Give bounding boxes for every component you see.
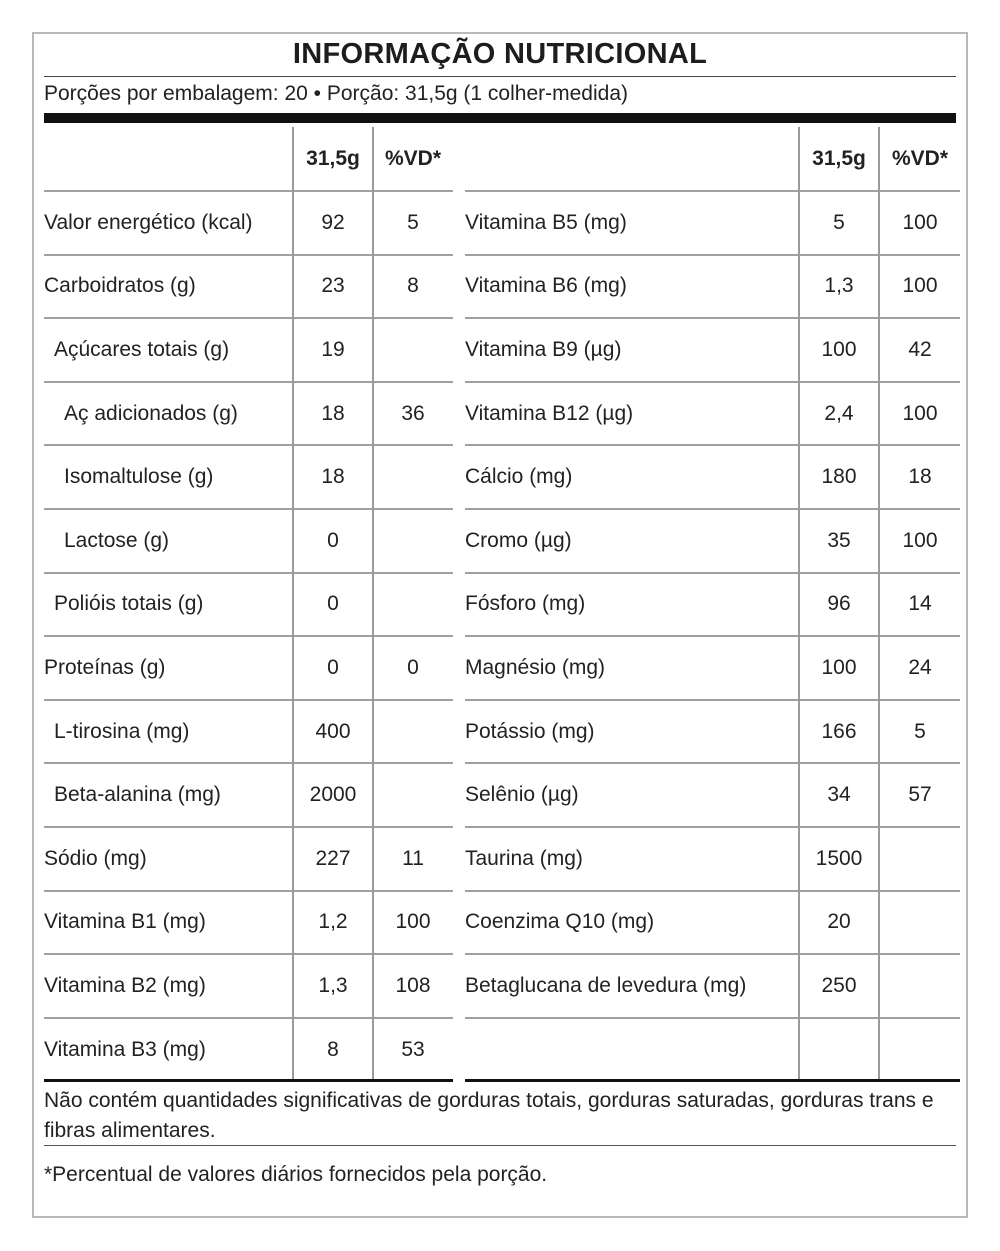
row-divider: [294, 381, 372, 383]
row-divider: [465, 190, 798, 192]
nutrient-name: Magnésio (mg): [465, 656, 606, 679]
nutrient-amount: 8: [327, 1037, 339, 1061]
row-divider: [800, 190, 878, 192]
nutrient-name: Isomaltulose (g): [64, 465, 214, 489]
nutrient-name: Sódio (mg): [44, 846, 147, 870]
row-divider: [880, 190, 960, 192]
row-divider: [44, 444, 292, 446]
row-divider: [800, 890, 878, 892]
nutrient-name: Vitamina B3 (mg): [44, 1037, 206, 1061]
row-divider: [44, 635, 292, 637]
row-divider: [880, 254, 960, 256]
row-divider: [465, 317, 798, 319]
row-divider: [800, 635, 878, 637]
row-divider: [880, 762, 960, 764]
nutrient-name: Vitamina B2 (mg): [44, 974, 206, 997]
row-divider: [374, 953, 453, 955]
row-divider: [294, 953, 372, 955]
nutrient-amount: 100: [821, 656, 857, 679]
row-divider: [44, 317, 292, 319]
nutrient-amount: 5: [833, 210, 845, 234]
row-divider: [44, 190, 292, 192]
nutrient-dv: 100: [395, 910, 431, 934]
nutrient-name: Valor energético (kcal): [44, 210, 253, 234]
row-divider: [880, 1017, 960, 1019]
nutrient-name: Cromo (µg): [465, 528, 572, 552]
row-divider: [294, 508, 372, 510]
row-divider: [800, 953, 878, 955]
row-divider: [800, 381, 878, 383]
row-divider: [44, 254, 292, 256]
header-amount: 31,5g: [812, 147, 866, 170]
row-divider: [800, 317, 878, 319]
row-divider: [800, 699, 878, 701]
bottom-divider-left: [44, 1079, 453, 1082]
row-divider: [374, 381, 453, 383]
nutrient-amount: 1500: [815, 846, 863, 870]
nutrient-amount: 34: [827, 783, 851, 807]
row-divider: [374, 572, 453, 574]
row-divider: [465, 699, 798, 701]
row-divider: [465, 572, 798, 574]
row-divider: [465, 508, 798, 510]
nutrient-amount: 400: [315, 719, 351, 743]
nutrient-name: Polióis totais (g): [54, 592, 204, 616]
nutrient-dv: 100: [902, 210, 938, 234]
row-divider: [294, 190, 372, 192]
nutrient-name: Selênio (µg): [465, 783, 579, 807]
row-divider: [465, 254, 798, 256]
row-divider: [294, 890, 372, 892]
nutrient-name: Betaglucana de levedura (mg): [465, 974, 747, 997]
row-divider: [800, 254, 878, 256]
nutrient-name: Vitamina B9 (µg): [465, 338, 622, 361]
nutrient-name: Coenzima Q10 (mg): [465, 910, 655, 934]
row-divider: [465, 635, 798, 637]
row-divider: [44, 762, 292, 764]
header-dv: %VD*: [384, 147, 442, 170]
nutrient-dv: 14: [908, 592, 932, 616]
nutrient-name: Lactose (g): [64, 528, 170, 552]
nutrient-dv: 36: [401, 401, 425, 425]
row-divider: [44, 890, 292, 892]
nutrient-amount: 35: [827, 528, 851, 552]
nutrient-amount: 20: [827, 910, 851, 934]
row-divider: [374, 508, 453, 510]
row-divider: [880, 572, 960, 574]
row-divider: [294, 572, 372, 574]
row-divider: [880, 381, 960, 383]
nutrient-dv: 5: [407, 210, 419, 234]
nutrient-amount: 250: [821, 974, 857, 997]
nutrient-amount: 2,4: [824, 401, 854, 425]
row-divider: [374, 826, 453, 828]
row-divider: [800, 826, 878, 828]
row-divider: [880, 953, 960, 955]
nutrient-dv: 100: [902, 528, 938, 552]
nutrient-name: Açúcares totais (g): [54, 338, 230, 361]
nutrient-dv: 5: [914, 719, 926, 743]
bottom-divider-right: [465, 1079, 960, 1082]
nutrient-amount: 227: [315, 846, 351, 870]
nutrient-amount: 23: [321, 274, 345, 298]
row-divider: [44, 508, 292, 510]
nutrient-amount: 0: [327, 592, 339, 616]
row-divider: [294, 254, 372, 256]
nutrient-name: Carboidratos (g): [44, 274, 196, 298]
row-divider: [294, 444, 372, 446]
row-divider: [44, 953, 292, 955]
nutrient-name: Vitamina B1 (mg): [44, 910, 206, 934]
nutrient-amount: 180: [821, 465, 857, 489]
row-divider: [465, 762, 798, 764]
insignificant-amounts-note: Não contém quantidades significativas de gorduras totais, gorduras saturadas, gorduras trans e fibras alimentares.: [44, 1089, 934, 1142]
nutrient-name: Proteínas (g): [44, 656, 166, 679]
nutrient-amount: 1,2: [318, 910, 348, 934]
nutrient-amount: 2000: [309, 783, 357, 807]
row-divider: [880, 508, 960, 510]
nutrient-name: L-tirosina (mg): [54, 719, 190, 743]
header-amount: 31,5g: [306, 147, 360, 170]
row-divider: [374, 890, 453, 892]
thick-divider: [44, 113, 956, 123]
row-divider: [294, 762, 372, 764]
row-divider: [465, 444, 798, 446]
nutrient-dv: 11: [402, 846, 424, 870]
title-divider: [44, 76, 956, 77]
nutrient-amount: 96: [827, 592, 851, 616]
nutrient-name: Vitamina B6 (mg): [465, 274, 627, 298]
row-divider: [294, 635, 372, 637]
row-divider: [374, 1017, 453, 1019]
daily-value-footnote: *Percentual de valores diários fornecidos pela porção.: [44, 1163, 548, 1186]
nutrient-dv: 0: [407, 656, 419, 679]
nutrient-dv: 100: [902, 274, 938, 298]
nutrient-amount: 1,3: [824, 274, 854, 298]
row-divider: [880, 826, 960, 828]
row-divider: [374, 444, 453, 446]
column-divider: [372, 127, 374, 1079]
row-divider: [465, 953, 798, 955]
row-divider: [374, 190, 453, 192]
nutrient-dv: 42: [908, 338, 932, 361]
nutrient-name: Vitamina B12 (µg): [465, 401, 634, 425]
note-divider: [44, 1145, 956, 1146]
row-divider: [44, 826, 292, 828]
nutrition-facts-panel: [32, 32, 968, 1218]
row-divider: [44, 699, 292, 701]
nutrient-name: Cálcio (mg): [465, 465, 573, 489]
nutrient-dv: 24: [908, 656, 932, 679]
nutrient-name: Beta-alanina (mg): [54, 783, 221, 807]
row-divider: [880, 890, 960, 892]
nutrient-amount: 19: [321, 338, 345, 361]
nutrient-name: Potássio (mg): [465, 719, 595, 743]
nutrient-amount: 166: [821, 719, 857, 743]
row-divider: [374, 317, 453, 319]
nutrient-amount: 100: [821, 338, 857, 361]
serving-info: Porções por embalagem: 20 • Porção: 31,5g (1 colher-medida): [44, 82, 628, 105]
nutrient-amount: 18: [321, 401, 345, 425]
nutrient-dv: 100: [902, 401, 938, 425]
row-divider: [800, 508, 878, 510]
nutrient-amount: 18: [321, 465, 345, 489]
row-divider: [44, 572, 292, 574]
nutrient-dv: 8: [407, 274, 419, 298]
row-divider: [880, 699, 960, 701]
row-divider: [44, 1017, 292, 1019]
row-divider: [465, 381, 798, 383]
row-divider: [880, 635, 960, 637]
nutrient-amount: 0: [327, 656, 339, 679]
nutrient-name: Aç adicionados (g): [64, 401, 238, 425]
row-divider: [800, 762, 878, 764]
row-divider: [880, 317, 960, 319]
row-divider: [294, 826, 372, 828]
nutrient-name: Fósforo (mg): [465, 592, 586, 616]
row-divider: [465, 890, 798, 892]
nutrient-dv: 108: [395, 974, 431, 997]
row-divider: [800, 572, 878, 574]
nutrient-name: Taurina (mg): [465, 846, 583, 870]
row-divider: [465, 1017, 798, 1019]
row-divider: [374, 635, 453, 637]
row-divider: [465, 826, 798, 828]
row-divider: [800, 1017, 878, 1019]
header-dv: %VD*: [891, 147, 949, 170]
table-title: INFORMAÇÃO NUTRICIONAL: [292, 38, 708, 70]
nutrient-dv: 18: [908, 465, 932, 489]
row-divider: [800, 444, 878, 446]
row-divider: [294, 699, 372, 701]
nutrient-name: Vitamina B5 (mg): [465, 210, 627, 234]
nutrient-amount: 92: [321, 210, 345, 234]
row-divider: [374, 254, 453, 256]
nutrient-amount: 0: [327, 528, 339, 552]
nutrient-dv: 53: [401, 1037, 425, 1061]
row-divider: [374, 699, 453, 701]
row-divider: [294, 317, 372, 319]
nutrient-amount: 1,3: [318, 974, 348, 997]
nutrient-dv: 57: [908, 783, 932, 807]
row-divider: [294, 1017, 372, 1019]
row-divider: [44, 381, 292, 383]
row-divider: [880, 444, 960, 446]
row-divider: [374, 762, 453, 764]
